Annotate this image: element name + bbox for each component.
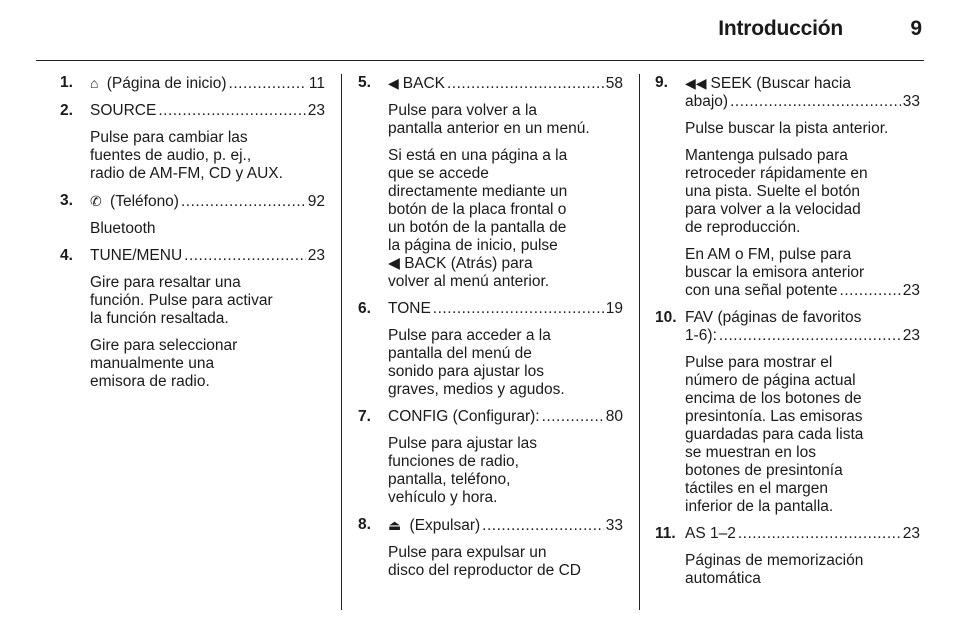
toc-row	[90, 247, 325, 265]
toc-label	[388, 516, 480, 535]
toc-page-ref: 92	[307, 193, 325, 210]
toc-row	[90, 102, 325, 120]
item-number: 7.	[358, 408, 371, 425]
description-line: Pulse para ajustar las	[388, 435, 538, 452]
toc-label-text: con una señal potente	[685, 282, 838, 299]
toc-page-ref: 58	[605, 75, 623, 92]
seek-back-icon: ◀◀	[685, 75, 707, 91]
toc-label-text: TONE	[388, 300, 431, 317]
description-line: Pulse para expulsar un	[388, 544, 547, 561]
item-number: 2.	[60, 102, 73, 119]
item-description	[685, 552, 920, 588]
toc-label	[388, 74, 445, 93]
leader-dots	[229, 75, 307, 93]
column-1	[60, 74, 325, 400]
item-description	[685, 354, 920, 516]
description-line: pantalla, teléfono,	[388, 471, 511, 488]
toc-label	[685, 525, 736, 543]
description-line: presintonía. Las emisoras	[685, 408, 863, 425]
toc-label-text: SEEK (Buscar hacia	[710, 75, 851, 92]
description-line: para volver a la velocidad	[685, 201, 861, 218]
description-line: emisora de radio.	[90, 373, 210, 390]
toc-page-ref: 11	[308, 75, 325, 92]
toc-page-ref: 23	[902, 282, 920, 299]
column-3	[655, 74, 920, 597]
toc-item	[655, 309, 920, 516]
toc-label	[685, 327, 717, 345]
item-description	[388, 544, 623, 580]
toc-item	[358, 74, 623, 291]
leader-dots	[433, 300, 604, 318]
description-line: encima de los botones de	[685, 390, 862, 407]
column-divider-2	[639, 74, 640, 610]
item-number: 6.	[358, 300, 371, 317]
description-line: fuentes de audio, p. ej.,	[90, 147, 252, 164]
item-description	[388, 147, 623, 291]
description-line: función. Pulse para activar	[90, 292, 273, 309]
description-line: una pista. Suelte el botón	[685, 183, 860, 200]
column-divider-1	[341, 74, 342, 610]
leader-dots	[840, 282, 901, 300]
toc-page-ref: 33	[605, 517, 623, 534]
description-line: se muestran en los	[685, 444, 816, 461]
toc-row	[90, 74, 325, 93]
toc-label	[685, 93, 728, 111]
description-line: disco del reproductor de CD	[388, 562, 581, 579]
toc-page-ref: 23	[307, 102, 325, 119]
description-line: graves, medios y agudos.	[388, 381, 565, 398]
leader-dots	[447, 75, 604, 93]
item-description	[388, 102, 623, 138]
toc-page-ref: 23	[307, 247, 325, 264]
toc-label	[90, 102, 156, 120]
description-line: pantalla anterior en un menú.	[388, 120, 590, 137]
description-line: volver al menú anterior.	[388, 273, 550, 290]
item-number: 8.	[358, 516, 371, 533]
description-line: Pulse buscar la pista anterior.	[685, 120, 889, 137]
description-line: Mantenga pulsado para	[685, 147, 848, 164]
toc-row	[685, 525, 920, 543]
item-number: 3.	[60, 192, 73, 209]
item-description	[685, 147, 920, 237]
description-line: funciones de radio,	[388, 453, 519, 470]
toc-label-text: abajo)	[685, 93, 729, 110]
header-rule	[36, 60, 924, 61]
toc-page-ref: 23	[902, 327, 920, 344]
description-line: sonido para ajustar los	[388, 363, 544, 380]
toc-row	[90, 192, 325, 211]
description-line: Pulse para mostrar el	[685, 354, 833, 371]
toc-page-ref: 80	[605, 408, 623, 425]
description-line: vehículo y hora.	[388, 489, 498, 506]
item-description	[388, 435, 623, 507]
item-number: 10.	[655, 309, 677, 326]
toc-label-text: FAV (páginas de favoritos	[685, 309, 862, 326]
description-line: Gire para resaltar una	[90, 274, 241, 291]
description-line: Bluetooth	[90, 220, 156, 237]
toc-row	[388, 300, 623, 318]
toc-label	[388, 408, 540, 426]
description-line: radio de AM-FM, CD y AUX.	[90, 165, 283, 182]
description-line: de reproducción.	[685, 219, 801, 236]
leader-dots	[181, 193, 306, 211]
item-number: 4.	[60, 247, 73, 264]
toc-row	[685, 93, 920, 111]
toc-item	[358, 516, 623, 580]
description-line: Páginas de memorización	[685, 552, 864, 569]
description-line: botón de la placa frontal o	[388, 201, 567, 218]
column-2	[358, 74, 623, 589]
description-line: Pulse para acceder a la	[388, 327, 551, 344]
description-line: la función resaltada.	[90, 310, 229, 327]
leader-dots	[730, 93, 901, 111]
toc-label-text: AS 1–2	[685, 525, 736, 542]
description-line: Si está en una página a la	[388, 147, 568, 164]
toc-page-ref: 33	[902, 93, 920, 110]
toc-label-text: 1-6):	[685, 327, 717, 344]
description-line: la página de inicio, pulse	[388, 237, 558, 254]
item-description	[90, 129, 325, 183]
toc-item	[358, 300, 623, 399]
toc-label-text: TUNE/MENU	[90, 247, 183, 264]
leader-dots	[482, 517, 604, 535]
toc-item	[60, 247, 325, 391]
description-line: número de página actual	[685, 372, 856, 389]
leader-dots	[158, 102, 305, 120]
description-line: un botón de la pantalla de	[388, 219, 567, 236]
item-description	[388, 327, 623, 399]
description-line: manualmente una	[90, 355, 215, 372]
toc-page-ref: 23	[902, 525, 920, 542]
phone-icon: ✆	[90, 193, 102, 209]
toc-label	[90, 247, 182, 265]
toc-label-text: SOURCE	[90, 102, 157, 119]
description-line: Pulse para cambiar las	[90, 129, 248, 146]
leader-dots	[738, 525, 901, 543]
toc-row	[388, 408, 623, 426]
description-line: En AM o FM, pulse para	[685, 246, 852, 263]
toc-item	[60, 74, 325, 93]
toc-label-text: (Expulsar)	[405, 517, 481, 534]
page-number: 9	[910, 17, 922, 40]
item-description	[685, 120, 920, 138]
toc-label-text: (Teléfono)	[105, 193, 179, 210]
description-line: automática	[685, 570, 761, 587]
description-line: Gire para seleccionar	[90, 337, 238, 354]
toc-label-text: CONFIG (Configurar):	[388, 408, 540, 425]
item-description	[90, 220, 325, 238]
leader-dots	[542, 408, 604, 426]
description-line: que se accede	[388, 165, 489, 182]
item-number: 11.	[655, 525, 676, 542]
toc-item	[655, 74, 920, 300]
description-line: directamente mediante un	[388, 183, 568, 200]
toc-label-line	[685, 309, 920, 327]
description-line: pantalla del menú de	[388, 345, 532, 362]
item-number: 9.	[655, 74, 668, 91]
toc-row	[685, 327, 920, 345]
toc-item	[655, 525, 920, 588]
home-icon: ⌂	[90, 75, 99, 91]
toc-item	[60, 102, 325, 183]
toc-label	[388, 300, 431, 318]
item-description	[685, 246, 920, 282]
item-description	[90, 337, 325, 391]
toc-row	[388, 516, 623, 535]
description-line: ◀ BACK (Atrás) para	[388, 255, 533, 272]
eject-icon: ⏏	[388, 517, 402, 533]
description-line: buscar la emisora anterior	[685, 264, 865, 281]
description-line: retroceder rápidamente en	[685, 165, 868, 182]
toc-label-line	[685, 74, 920, 93]
toc-label	[90, 192, 179, 211]
description-line: inferior de la pantalla.	[685, 498, 834, 515]
toc-item	[358, 408, 623, 507]
toc-row	[388, 74, 623, 93]
toc-label	[90, 74, 227, 93]
description-line: guardadas para cada lista	[685, 426, 864, 443]
toc-label-text: (Página de inicio)	[102, 75, 227, 92]
toc-label-text: BACK	[402, 75, 445, 92]
description-line: botones de presintonía	[685, 462, 843, 479]
item-number: 5.	[358, 74, 371, 91]
toc-item	[60, 192, 325, 238]
item-number: 1.	[60, 74, 73, 91]
page-title: Introducción	[718, 17, 843, 40]
back-arrow-icon: ◀	[388, 75, 399, 91]
toc-row	[685, 282, 920, 300]
description-line: táctiles en el margen	[685, 480, 829, 497]
description-line: Pulse para volver a la	[388, 102, 538, 119]
toc-label	[685, 282, 838, 300]
toc-page-ref: 19	[605, 300, 623, 317]
item-description	[90, 274, 325, 328]
leader-dots	[184, 247, 306, 265]
leader-dots	[719, 327, 901, 345]
